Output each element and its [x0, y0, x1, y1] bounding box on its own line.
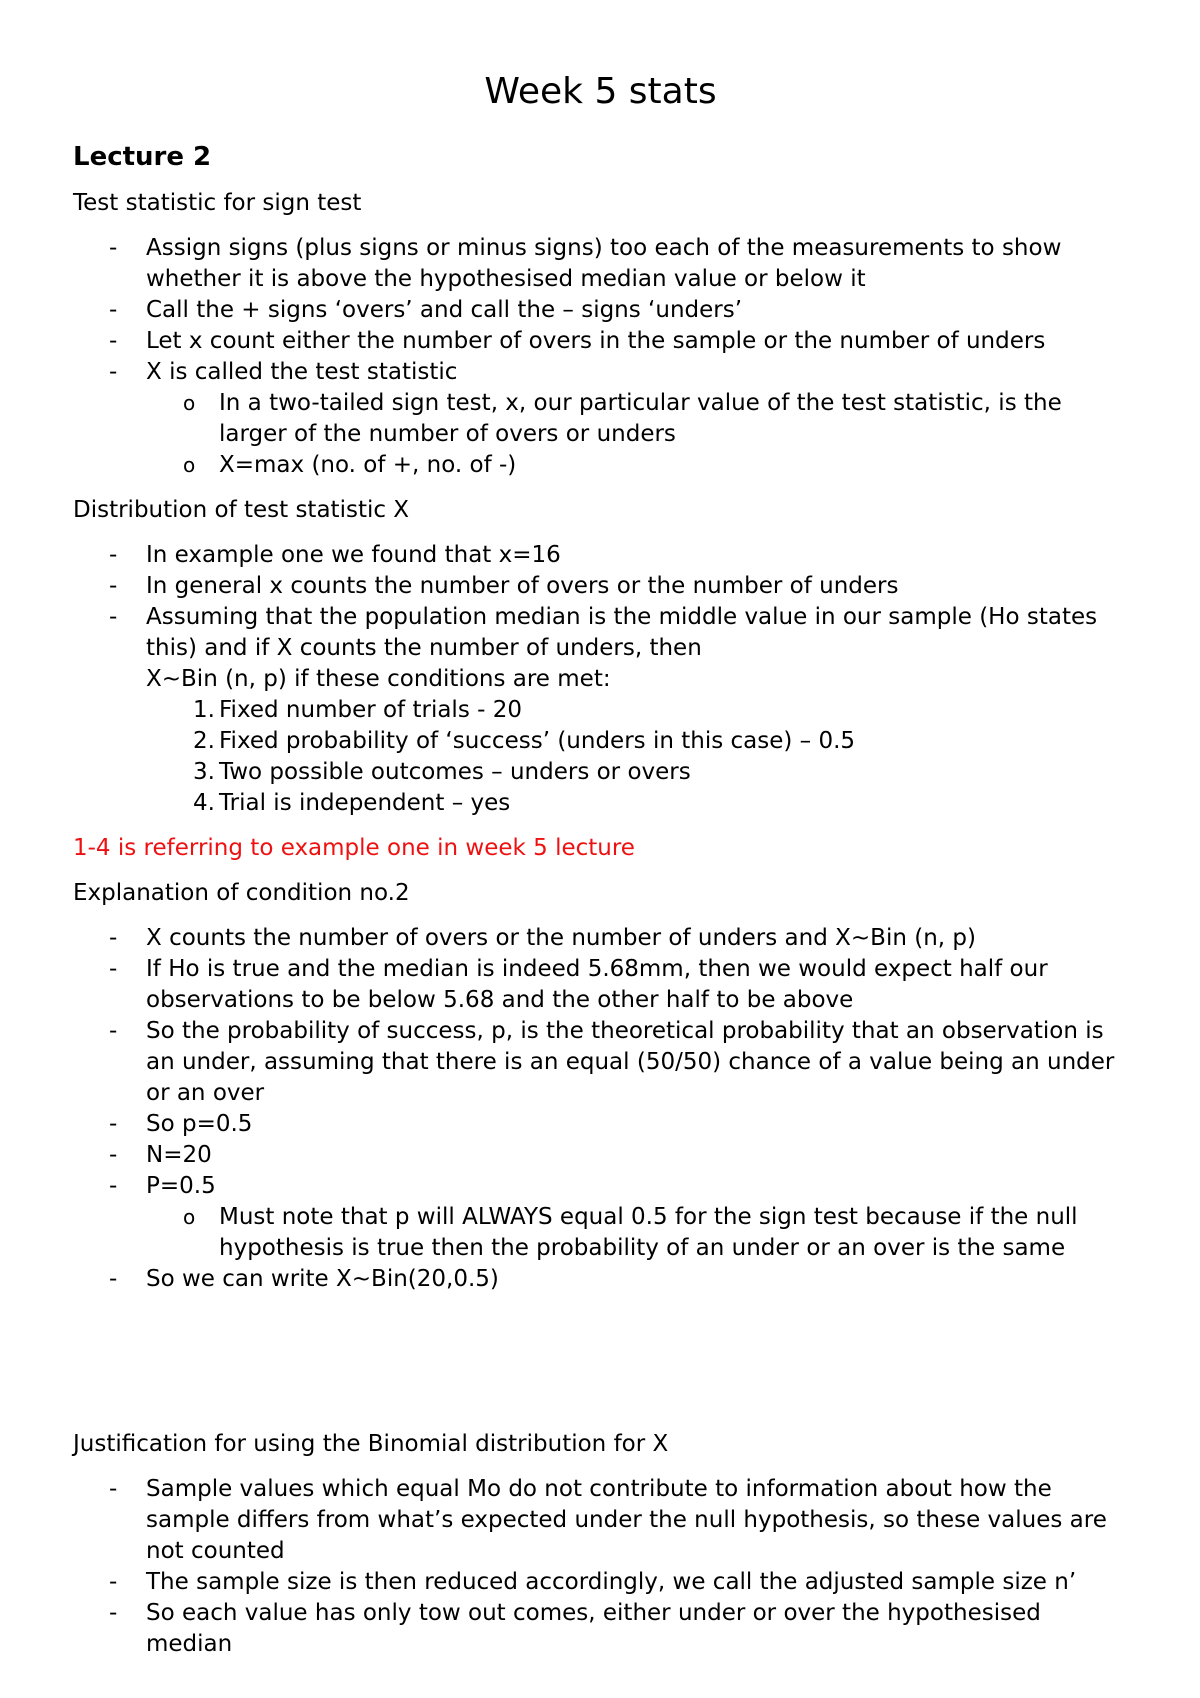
section-heading-condition-2: Explanation of condition no.2 — [73, 880, 410, 906]
dash-bullet: - — [109, 1142, 118, 1168]
distribution-list — [73, 540, 1120, 819]
blank-space — [73, 1309, 1120, 1429]
circle-bullet: o — [183, 391, 196, 415]
circle-bullet: o — [183, 453, 196, 477]
list-item: - Assign signs (plus signs or minus signs) too each of the measurements to show whether it is above the hypothesised median value or below it — [109, 235, 1062, 292]
list-item: - If Ho is true and the median is indeed 5.68mm, then we would expect half our observations to be below 5.68 and the other half to be above — [109, 956, 1048, 1013]
dash-bullet: - — [109, 925, 118, 951]
dash-bullet: - — [109, 1600, 118, 1626]
number-marker: 3. — [193, 759, 215, 785]
numbered-item: 1. Fixed number of trials - 20 — [73, 695, 1120, 726]
list-item: - X is called the test statistic o In a two-tailed sign test, x, our particular value of the test statistic, is the larger of the number of overs or unders o X=max (no. of +, no. of -) — [73, 357, 1120, 481]
justification-list — [73, 1474, 1120, 1660]
dash-bullet: - — [109, 235, 118, 261]
dash-bullet: - — [109, 604, 118, 630]
dash-bullet: - — [109, 1018, 118, 1044]
dash-bullet: - — [109, 297, 118, 323]
list-item: - Assuming that the population median is the middle value in our sample (Ho states this) and if X counts the number of unders, then X~Bin (n, p) if these conditions are met: 1. Fixed number of trials - 20 2. Fixed probability of ‘success’ (unders in this case) – 0.5 3. Two possible outcomes – unders or overs 4. Trial is independent – yes — [73, 602, 1120, 819]
list-item: - The sample size is then reduced accordingly, we call the adjusted sample size n’ — [73, 1567, 1120, 1598]
dash-bullet: - — [109, 1111, 118, 1137]
section-heading-distribution: Distribution of test statistic X — [73, 497, 410, 523]
list-item-continuation: X~Bin (n, p) if these conditions are met: — [146, 666, 611, 692]
number-marker: 4. — [193, 790, 215, 816]
dash-bullet: - — [109, 542, 118, 568]
number-marker: 2. — [193, 728, 215, 754]
test-statistic-list — [73, 233, 1120, 481]
numbered-item: 2. Fixed probability of ‘success’ (unders in this case) – 0.5 — [73, 726, 1120, 757]
dash-bullet: - — [109, 1569, 118, 1595]
dash-bullet: - — [109, 573, 118, 599]
section-heading-justification: Justification for using the Binomial distribution for X — [73, 1431, 669, 1457]
numbered-item: 3. Two possible outcomes – unders or overs — [73, 757, 1120, 788]
list-item: - Call the + signs ‘overs’ and call the – signs ‘unders’ — [73, 295, 1120, 326]
list-item: - N=20 — [73, 1140, 1120, 1171]
circle-bullet: o — [183, 1205, 196, 1229]
lecture-heading: Lecture 2 — [73, 142, 212, 172]
number-marker: 1. — [193, 697, 215, 723]
dash-bullet: - — [109, 1476, 118, 1502]
sub-list — [73, 1202, 1120, 1264]
conditions-list — [73, 695, 1120, 819]
dash-bullet: - — [109, 956, 118, 982]
dash-bullet: - — [109, 359, 118, 385]
dash-bullet: - — [109, 328, 118, 354]
dash-bullet: - — [109, 1266, 118, 1292]
sub-list — [73, 388, 1120, 481]
condition-2-list — [73, 923, 1120, 1295]
list-item: - So each value has only tow out comes, either under or over the hypothesised median — [109, 1600, 1041, 1657]
list-item: - In general x counts the number of overs or the number of unders — [73, 571, 1120, 602]
list-item: - Sample values which equal Mo do not contribute to information about how the sample differs from what’s expected under the null hypothesis, so these values are not counted — [109, 1476, 1107, 1564]
list-item: - So the probability of success, p, is the theoretical probability that an observation is an under, assuming that there is an equal (50/50) chance of a value being an under or an over — [109, 1018, 1115, 1106]
dash-bullet: - — [109, 1173, 118, 1199]
page-title: Week 5 stats — [484, 71, 717, 112]
list-item: - So p=0.5 — [73, 1109, 1120, 1140]
red-note: 1-4 is referring to example one in week 5 lecture — [73, 835, 635, 861]
list-item: - In example one we found that x=16 — [73, 540, 1120, 571]
numbered-item: 4. Trial is independent – yes — [73, 788, 1120, 819]
sub-list-item: o Must note that p will ALWAYS equal 0.5 for the sign test because if the null hypothesis is true then the probability of an under or an over is the same — [183, 1204, 1078, 1261]
list-item: - X counts the number of overs or the number of unders and X~Bin (n, p) — [73, 923, 1120, 954]
list-item: - So we can write X~Bin(20,0.5) — [73, 1264, 1120, 1295]
sub-list-item: o X=max (no. of +, no. of -) — [73, 450, 1120, 481]
list-item: - Let x count either the number of overs in the sample or the number of unders — [73, 326, 1120, 357]
section-heading-test-statistic: Test statistic for sign test — [73, 190, 362, 216]
sub-list-item: o In a two-tailed sign test, x, our particular value of the test statistic, is the larger of the number of overs or unders — [183, 390, 1062, 447]
list-item: - P=0.5 o Must note that p will ALWAYS equal 0.5 for the sign test because if the null hypothesis is true then the probability of an under or an over is the same — [73, 1171, 1120, 1264]
